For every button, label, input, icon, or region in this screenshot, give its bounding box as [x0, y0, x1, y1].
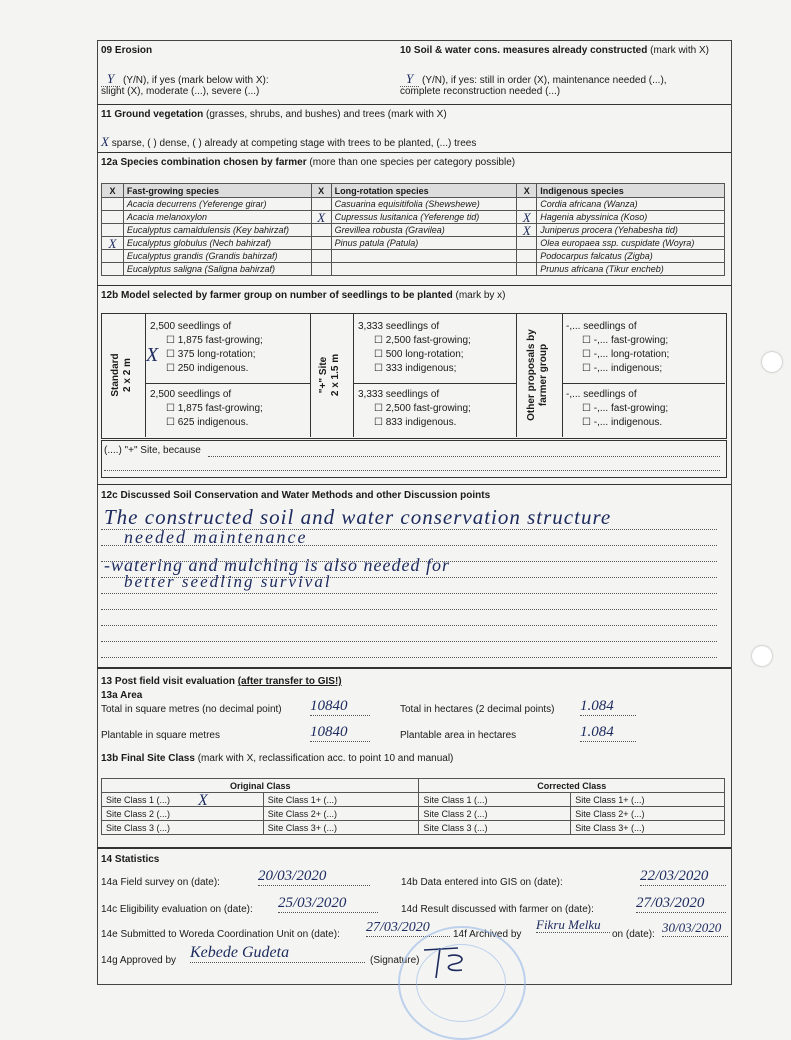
total-ha-label: Total in hectares (2 decimal points) [400, 704, 555, 715]
approved-by: Kebede Gudeta [190, 944, 365, 963]
s10-title: 10 Soil & water cons. measures already constructed (mark with X) [400, 45, 710, 56]
mark-cell[interactable] [102, 250, 124, 263]
mark-cell[interactable] [517, 263, 537, 276]
species-table [101, 183, 725, 276]
mark-cell[interactable] [102, 224, 124, 237]
option-checkbox-line[interactable]: ☐ 375 long-rotation; [166, 349, 256, 360]
site-class-table: Original Class Corrected Class Site Class 1 (...) Site Class 1+ (...) Site Class 1 (...) Site Class 1+ (...) Site Class 2 (...) Site Class 2+ (...) Site Class 2 (...) Site Class 2+ (...) Site Class 3 (...) Site Class 3+ (...) Site Class 3 (...) Site Class 3+ (...) [101, 778, 725, 835]
field-survey-date: 20/03/2020 [258, 868, 370, 886]
mark-cell[interactable] [102, 198, 124, 211]
site-class-option[interactable]: Site Class 2+ (...) [263, 807, 419, 821]
species-cell: Eucalyptus camaldulensis (Key bahirzaf) [123, 224, 311, 237]
option-checkbox-line[interactable]: ☐ 500 long-rotation; [374, 349, 464, 360]
option-checkbox-line[interactable]: ☐ -,... fast-growing; [582, 403, 669, 414]
mark-cell[interactable] [517, 198, 537, 211]
species-cell: Pinus patula (Patula) [331, 237, 517, 250]
mark-cell[interactable] [311, 198, 331, 211]
std-mark: X [146, 344, 159, 366]
mark-cell[interactable] [311, 263, 331, 276]
species-header-row: X Fast-growing species X Long-rotation species X Indigenous species [102, 184, 725, 198]
species-cell: Eucalyptus saligna (Saligna bahirzaf) [123, 263, 311, 276]
species-cell: Podocarpus falcatus (Zigba) [537, 250, 725, 263]
divider [97, 667, 731, 669]
submitted-date: 27/03/2020 [366, 920, 450, 937]
s12c-title: 12c Discussed Soil Conservation and Water Methods and other Discussion points [101, 490, 491, 501]
submitted-label: 14e Submitted to Woreda Coordination Unit on (date): [101, 929, 340, 940]
other-proposal-label: Other proposals by farmer group [526, 329, 549, 421]
plus-site-reason: (....) "+" Site, because [104, 445, 201, 456]
mark-cell[interactable]: X [517, 211, 537, 224]
archived-date: 30/03/2020 [662, 920, 728, 937]
species-row [102, 198, 725, 211]
option-checkbox-line[interactable]: ☐ 2,500 fast-growing; [374, 403, 471, 414]
divider [97, 285, 731, 286]
site-class-option[interactable]: Site Class 3+ (...) [263, 821, 419, 835]
plant-ha-value: 1.084 [580, 724, 636, 742]
s12a-title: 12a Species combination chosen by farmer (more than one species per category possible) [101, 157, 516, 168]
plant-sqm-value: 10840 [310, 724, 370, 742]
s10-line2: complete reconstruction needed (...) [400, 86, 561, 97]
site-class-row [102, 807, 725, 821]
site-class-option[interactable]: Site Class 1+ (...) [263, 793, 419, 807]
option-checkbox-line[interactable]: ☐ -,... indigenous. [582, 417, 663, 428]
site-class-option[interactable]: Site Class 3 (...) [419, 821, 571, 835]
discussed-label: 14d Result discussed with farmer on (date): [401, 904, 594, 915]
species-cell: Eucalyptus globulus (Nech bahirzaf) [123, 237, 311, 250]
approved-label: 14g Approved by [101, 955, 177, 966]
eligibility-date: 25/03/2020 [278, 895, 378, 913]
divider [97, 847, 731, 849]
std-option-a[interactable] [150, 320, 263, 376]
option-heading: 3,333 seedlings of [358, 389, 440, 400]
species-cell: Hagenia abyssinica (Koso) [537, 211, 725, 224]
mark-cell[interactable] [102, 263, 124, 276]
s10-line1: Y (Y/N), if yes: still in order (X), maintenance needed (...), [400, 71, 667, 87]
discussion-line-1: The constructed soil and water conservation structure [104, 505, 612, 529]
species-cell: Juniperus procera (Yehabesha tid) [537, 224, 725, 237]
plus-option-b[interactable] [358, 388, 471, 430]
plant-ha-label: Plantable area in hectares [400, 730, 517, 741]
s13-title: 13 Post field visit evaluation (after transfer to GIS!) [101, 676, 342, 687]
discussion-line-2: needed maintenance [124, 527, 308, 547]
s11-title: 11 Ground vegetation (grasses, shrubs, and bushes) and trees (mark with X) [101, 109, 447, 120]
s13b-title: 13b Final Site Class (mark with X, reclassification acc. to point 10 and manual) [101, 753, 454, 764]
archived-label: 14f Archived by [453, 929, 522, 940]
archived-by: Fikru Melku [536, 918, 610, 933]
total-ha-value: 1.084 [580, 698, 636, 716]
discussion-line-3: -watering and mulching is also needed for [104, 555, 450, 575]
species-cell: Casuarina equisitifolia (Shewshewe) [331, 198, 517, 211]
s11-line: X sparse, ( ) dense, ( ) already at competing stage with trees to be planted, (...) trees [101, 134, 477, 149]
archived-on-label: on (date): [612, 929, 655, 940]
option-heading: -,... seedlings of [566, 389, 637, 400]
s13a-title: 13a Area [101, 690, 143, 701]
species-cell [331, 250, 517, 263]
site-class-option[interactable]: Site Class 3 (...) [102, 821, 264, 835]
option-checkbox-line[interactable]: ☐ 1,875 fast-growing; [166, 403, 263, 414]
option-checkbox-line[interactable]: ☐ 1,875 fast-growing; [166, 335, 263, 346]
species-cell: Acacia melanoxylon [123, 211, 311, 224]
mark-cell[interactable] [102, 211, 124, 224]
option-heading: 2,500 seedlings of [150, 321, 232, 332]
mark-cell[interactable]: X [311, 211, 331, 224]
species-cell: Eucalyptus grandis (Grandis bahirzaf) [123, 250, 311, 263]
mark-cell[interactable]: X [102, 237, 124, 250]
option-checkbox-line[interactable]: ☐ -,... long-rotation; [582, 349, 670, 360]
option-heading: 3,333 seedlings of [358, 321, 440, 332]
divider [97, 152, 731, 153]
other-option-a[interactable] [566, 320, 669, 376]
species-cell: Cupressus lusitanica (Yeferenge tid) [331, 211, 517, 224]
mark-cell[interactable]: X [517, 224, 537, 237]
species-cell: Grevillea robusta (Gravilea) [331, 224, 517, 237]
species-row [102, 224, 725, 237]
eligibility-label: 14c Eligibility evaluation on (date): [101, 904, 253, 915]
site-class-option[interactable]: Site Class 1 (...) [102, 793, 264, 807]
s11-mark: X [101, 134, 109, 149]
option-checkbox-line[interactable]: ☐ -,... indigenous; [582, 363, 663, 374]
site-class-option[interactable]: Site Class 1+ (...) [571, 793, 725, 807]
field-survey-label: 14a Field survey on (date): [101, 877, 220, 888]
standard-label: Standard 2 x 2 m [110, 353, 133, 397]
s09-mark: Y [101, 71, 120, 87]
site-class-row [102, 821, 725, 835]
species-cell: Prunus africana (Tikur encheb) [537, 263, 725, 276]
option-heading: 2,500 seedlings of [150, 389, 232, 400]
mark-cell[interactable] [311, 250, 331, 263]
divider [97, 104, 731, 105]
option-checkbox-line[interactable]: ☐ -,... fast-growing; [582, 335, 669, 346]
punch-hole [752, 646, 772, 666]
s09-title: 09 Erosion [101, 45, 153, 56]
divider [97, 484, 731, 485]
mark-cell[interactable] [311, 237, 331, 250]
site-class-option[interactable]: Site Class 2 (...) [419, 807, 571, 821]
site-class-row [102, 793, 725, 807]
site-class-option[interactable]: Site Class 2+ (...) [571, 807, 725, 821]
site-class-option[interactable]: Site Class 2 (...) [102, 807, 264, 821]
total-sqm-value: 10840 [310, 698, 370, 716]
species-cell: Cordia africana (Wanza) [537, 198, 725, 211]
total-sqm-label: Total in square metres (no decimal point) [101, 704, 282, 715]
plus-site-label: "+" Site 2 x 1.5 m [318, 353, 341, 397]
std-option-b[interactable] [150, 388, 263, 430]
mark-cell[interactable] [517, 237, 537, 250]
mark-cell[interactable] [311, 224, 331, 237]
gis-entry-date: 22/03/2020 [640, 868, 726, 886]
gis-entry-label: 14b Data entered into GIS on (date): [401, 877, 563, 888]
species-cell: Olea europaea ssp. cuspidate (Woyra) [537, 237, 725, 250]
species-row [102, 263, 725, 276]
option-checkbox-line[interactable]: ☐ 625 indigenous. [166, 417, 249, 428]
species-cell: Acacia decurrens (Yeferenge girar) [123, 198, 311, 211]
option-checkbox-line[interactable]: ☐ 2,500 fast-growing; [374, 335, 471, 346]
species-row [102, 237, 725, 250]
option-checkbox-line[interactable]: ☐ 333 indigenous; [374, 363, 457, 374]
option-checkbox-line[interactable]: ☐ 833 indigenous. [374, 417, 457, 428]
plant-sqm-label: Plantable in square metres [101, 730, 220, 741]
s09-line1: Y (Y/N), if yes (mark below with X): [101, 71, 269, 87]
s12b-title: 12b Model selected by farmer group on number of seedlings to be planted (mark by x) [101, 290, 506, 301]
mark-cell[interactable] [517, 250, 537, 263]
species-row [102, 211, 725, 224]
punch-hole [762, 352, 782, 372]
discussion-line-4: better seedling survival [124, 572, 332, 591]
other-option-b[interactable] [566, 388, 668, 430]
species-row [102, 250, 725, 263]
option-checkbox-line[interactable]: ☐ 250 indigenous. [166, 363, 249, 374]
signature-label: (Signature) [370, 955, 420, 966]
site-class-option[interactable]: Site Class 3+ (...) [571, 821, 725, 835]
species-cell [331, 263, 517, 276]
s14-title: 14 Statistics [101, 854, 160, 865]
s09-line2: slight (X), moderate (...), severe (...) [101, 86, 260, 97]
discussed-date: 27/03/2020 [636, 895, 726, 913]
s10-mark: Y [400, 71, 419, 87]
orig-class-mark: X [198, 792, 208, 809]
site-class-option[interactable]: Site Class 1 (...) [419, 793, 571, 807]
option-heading: -,... seedlings of [566, 321, 637, 332]
plus-option-a[interactable] [358, 320, 471, 376]
